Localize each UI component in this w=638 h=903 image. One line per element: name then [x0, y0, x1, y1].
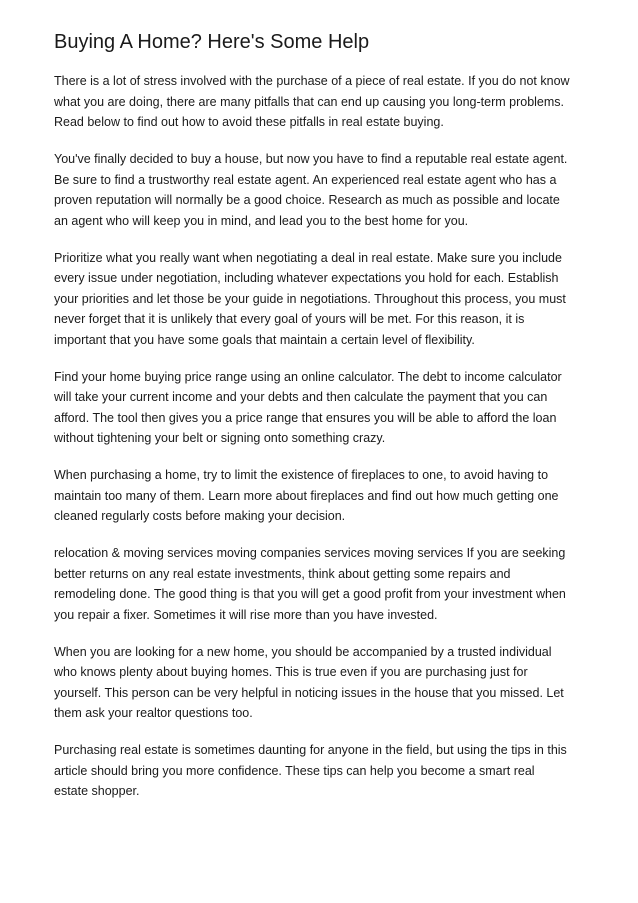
paragraph-line: who knows plenty about buying homes. This is true even if you are purchasing just for: [54, 665, 528, 679]
paragraph-line: your priorities and let those be your guide in negotiations. Throughout this process, you must: [54, 291, 566, 306]
paragraph-line: yourself. This person can be very helpful in noticing issues in the house that you missed. Let: [54, 685, 564, 700]
paragraph-line: important that you have some goals that maintain a certain level of flexibility.: [54, 332, 475, 347]
paragraph: [54, 71, 594, 133]
paragraph: [54, 367, 594, 449]
paragraph-line: Find your home buying price range using an online calculator. The debt to income calculator: [54, 369, 562, 384]
paragraph-line: an agent who will keep you in mind, and lead you to the best home for you.: [54, 213, 469, 228]
paragraph: [54, 642, 594, 724]
paragraph: [54, 465, 594, 527]
paragraph-line: Purchasing real estate is sometimes daunting for anyone in the field, but using the tips in this: [54, 743, 567, 757]
paragraph: [54, 149, 594, 231]
paragraph: [54, 740, 594, 802]
paragraph-line: what you are doing, there are many pitfalls that can end up causing you long-term problems.: [54, 94, 565, 109]
paragraph-line: Be sure to find a trustworthy real estate agent. An experienced real estate agent who has a: [54, 172, 557, 187]
paragraph-line: estate shopper.: [54, 784, 140, 798]
paragraph-line: When you are looking for a new home, you should be accompanied by a trusted individual: [54, 644, 552, 659]
paragraph-line: Prioritize what you really want when negotiating a deal in real estate. Make sure you include: [54, 250, 562, 265]
paragraph-line: you repair a fixer. Sometimes it will rise more than you have invested.: [54, 607, 438, 622]
paragraph-line: remodeling done. The good thing is that you will get a good profit from your investment when: [54, 587, 566, 601]
paragraph-line: article should bring you more confidence. These tips can help you become a smart real: [54, 763, 535, 778]
paragraph-line: maintain too many of them. Learn more about fireplaces and find out how much getting one: [54, 488, 559, 503]
paragraph-line: When purchasing a home, try to limit the existence of fireplaces to one, to avoid having to: [54, 468, 549, 482]
paragraph: [54, 543, 594, 625]
document-title: Buying A Home? Here's Some Help: [54, 31, 370, 53]
paragraph-line: without tightening your belt or signing onto something crazy.: [54, 431, 386, 445]
paragraph-line: never forget that it is unlikely that every goal of yours will be met. For this reason, it is: [54, 312, 525, 326]
paragraph-line: Read below to find out how to avoid these pitfalls in real estate buying.: [54, 115, 444, 129]
paragraph-line: better returns on any real estate investments, think about getting some repairs and: [54, 566, 511, 581]
paragraph-line: them ask your realtor questions too.: [54, 706, 253, 720]
paragraph-line: will take your current income and your debts and then calculate the payment that you can: [54, 390, 548, 404]
paragraph-line: proven reputation will normally be a good choice. Research as much as possible and locate: [54, 193, 560, 207]
paragraph-line: afford. The tool then gives you a price range that ensures you will be able to afford the loan: [54, 410, 557, 425]
paragraph-line: relocation & moving services moving companies services moving services If you are seeking: [54, 546, 566, 560]
paragraph-line: cleaned regularly costs before making your decision.: [54, 509, 346, 523]
paragraph-line: There is a lot of stress involved with the purchase of a piece of real estate. If you do not know: [54, 74, 570, 88]
paragraph-line: every issue under negotiation, including whatever expectations you hold for each. Establish: [54, 271, 559, 285]
document-body: [54, 71, 594, 818]
paragraph: [54, 248, 594, 351]
paragraph-line: You've finally decided to buy a house, but now you have to find a reputable real estate agent.: [54, 152, 568, 166]
